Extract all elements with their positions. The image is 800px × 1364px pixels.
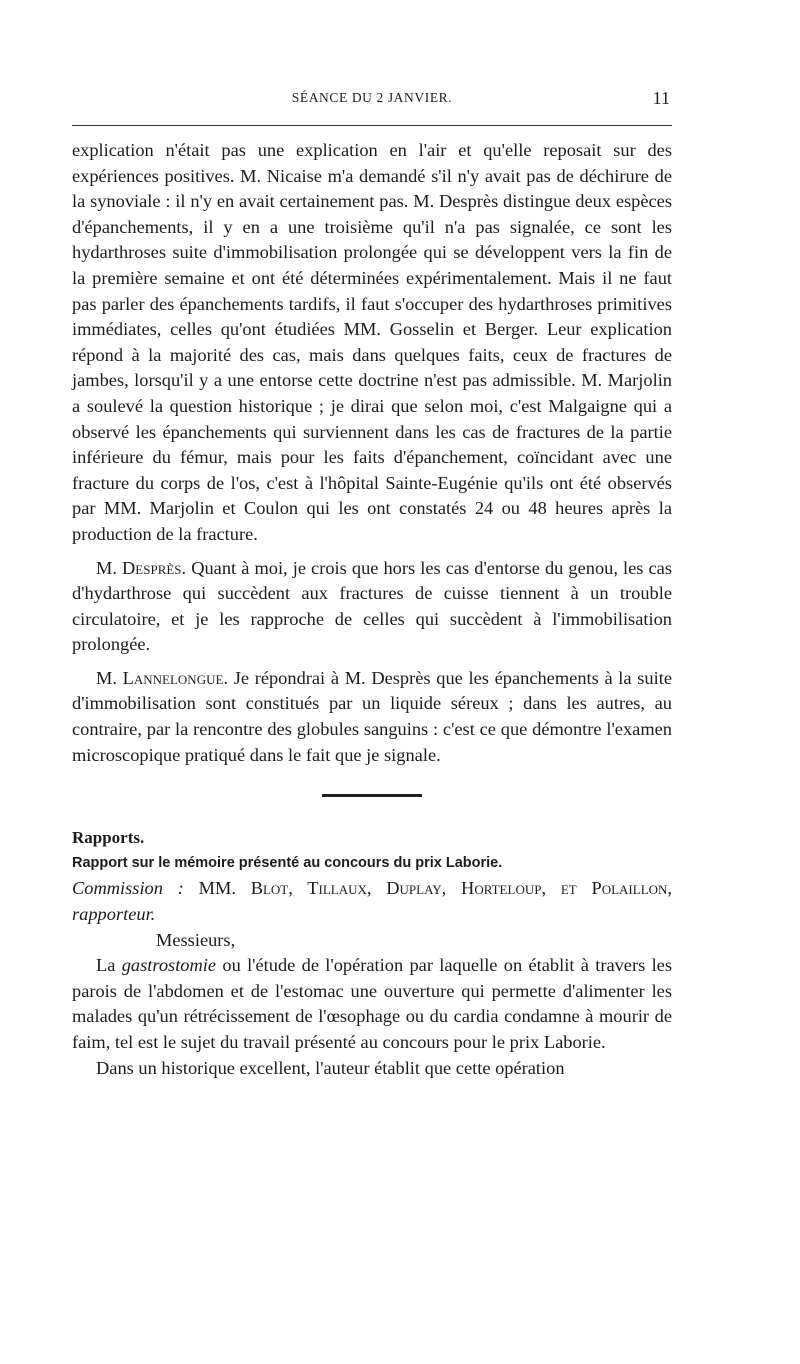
paragraph-3 xyxy=(72,666,672,768)
speaker-text: Quant à moi, je crois que hors les cas d'entorse du genou, les cas d'hydarthrose qui succèdent aux fractures de cuisse tiennent à un trouble circulatoire, et je les rapproche de celles qui succèdent à l'immobilisation prolongée. xyxy=(72,557,672,655)
commission-members: MM. Blot, Tillaux, Duplay, Horteloup, et Polaillon, xyxy=(183,878,673,899)
paragraph-5: Dans un historique excellent, l'auteur établit que cette opération xyxy=(96,1057,565,1078)
page-number: 11 xyxy=(652,88,670,108)
section-divider xyxy=(322,794,422,797)
salutation: Messieurs, xyxy=(156,929,236,950)
paragraph-4-rest: ou l'étude de l'opération par laquelle on établit à travers les parois de l'abdomen et de l'estomac une ouverture qui permette d'alimenter les malades qu'un rétrécissement de l'œsophage ou du cardia condamne à mourir de faim, tel est le sujet du travail présenté au concours pour le prix Laborie. xyxy=(72,955,672,1052)
commission-label: Commission : xyxy=(72,878,184,899)
paragraph-4-start: La xyxy=(96,955,122,976)
section-heading: Rapports. xyxy=(72,828,145,848)
running-title: SÉANCE DU 2 JANVIER. xyxy=(291,90,453,105)
rapporteur-label: rapporteur. xyxy=(72,904,156,925)
header-rule xyxy=(72,125,672,126)
speaker-text: Je répondrai à M. Desprès que les épanchements à la suite d'immobilisation sont constitués par un liquide séreux ; dans les autres, au contraire, par la rencontre des globules sanguins : c'est ce que démontre l'examen microscopique pratiqué dans le fait que je signale. xyxy=(72,667,673,765)
paragraph-4 xyxy=(72,953,672,1055)
paragraph-1: explication n'était pas une explication en l'air et qu'elle reposait sur des expériences positives. M. Nicaise m'a demandé s'il n'y avait pas de déchirure de la synoviale : il n'y en avait certainement pas. M. Desprès distingue deux espèces d'épanchements, il y en a une troisième qu'il n'a pas signalée, ce sont les hydarthroses suite d'immobilisation prolongée qui se développent vers la fin de la première semaine et ont été déterminées expérimentalement. Mais il ne faut pas parler des épanchements tardifs, il faut s'occuper des hydarthroses primitives immédiates, celles qu'ont étudiées MM. Gosselin et Berger. Leur explication répond à la majorité des cas, mais dans quelques faits, ceux de fractures de jambes, lorsqu'il y a une entorse cette doctrine n'est pas admissible. M. Marjolin a soulevé la question historique ; je dirai que selon moi, c'est Malgaigne qui a observé les épanchements qui surviennent dans les cas de fractures de la partie inférieure du fémur, mais pour les faits d'épanchement, coïncidant avec une fracture du corps de l'os, c'est à l'hôpital Sainte-Eugénie qu'ils ont été observés par MM. Marjolin et Coulon qui les ont constatés 24 ou 48 heures après la production de la fracture. xyxy=(72,140,672,544)
paragraph-2 xyxy=(72,556,672,658)
speaker-name: M. Lannelongue. xyxy=(96,667,229,688)
report-title: Rapport sur le mémoire présenté au concours du prix Laborie. xyxy=(72,854,503,871)
body-text xyxy=(72,138,672,1081)
commission-line xyxy=(72,876,672,927)
speaker-name: M. Desprès. xyxy=(96,557,187,578)
running-header xyxy=(72,88,672,112)
gastrostomie-term: gastrostomie xyxy=(121,955,217,976)
